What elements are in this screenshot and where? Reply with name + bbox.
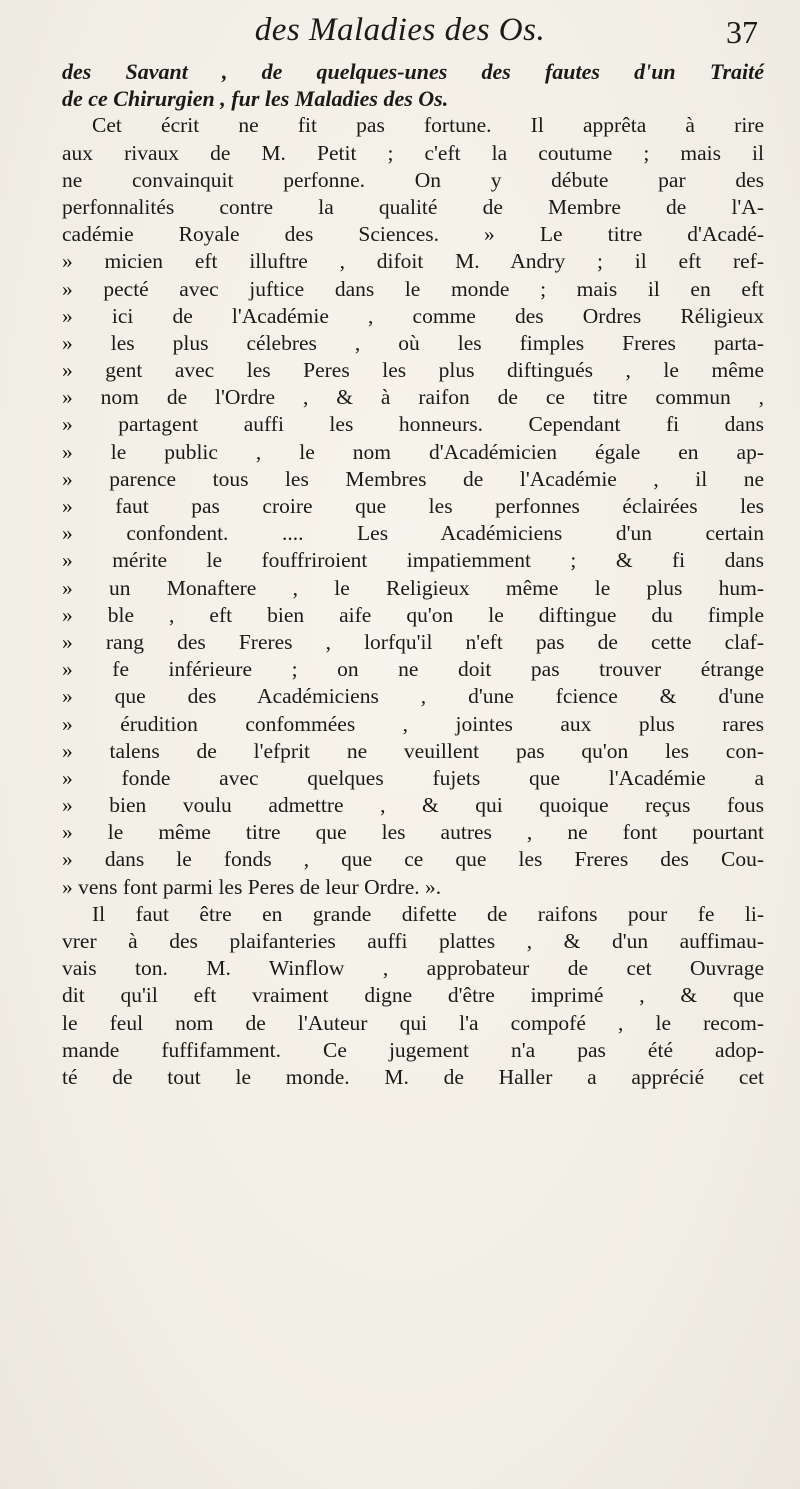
page-number: 37 (726, 14, 758, 50)
text-line: le feul nom de l'Auteur qui l'a compofé , le recom- (62, 1010, 764, 1035)
text-line: » nom de l'Ordre , & à raifon de ce titre commun , (62, 385, 764, 410)
text-line: » faut pas croire que les perfonnes éclairées les (62, 494, 764, 518)
text-line: » pecté avec juftice dans le monde ; mais il en eft (62, 276, 764, 301)
text-line: cadémie Royale des Sciences. » Le titre d'Acadé- (62, 222, 764, 247)
text-line: » fonde avec quelques fujets que l'Académie a (62, 765, 764, 790)
text-line: » parence tous les Membres de l'Académie , il ne (62, 466, 764, 491)
text-line: » le public , le nom d'Académicien égale en ap- (62, 439, 764, 464)
text-line: de ce Chirurgien , fur les Maladies des Os. (62, 86, 449, 112)
text-line: » ici de l'Académie , comme des Ordres Réligieux (62, 303, 764, 328)
text-line: dit qu'il eft vraiment digne d'être imprimé , & que (62, 983, 764, 1008)
text-line: Cet écrit ne fit pas fortune. Il apprêta à rire (92, 113, 764, 138)
text-line: » bien voulu admettre , & qui quoique reçus fous (62, 793, 764, 818)
text-line: » que des Académiciens , d'une fcience & d'une (62, 684, 764, 709)
page-header (0, 6, 800, 54)
text-line: » le même titre que les autres , ne font pourtant (62, 820, 764, 845)
text-line: des Savant , de quelques-unes des fautes d'un Traité (62, 59, 764, 84)
text-line: perfonnalités contre la qualité de Membre de l'A- (62, 194, 764, 219)
text-line: » micien eft illuftre , difoit M. Andry ; il eft ref- (62, 249, 764, 274)
text-line: » partagent auffi les honneurs. Cependant fi dans (62, 412, 764, 437)
text-line: Il faut être en grande difette de raifons pour fe li- (92, 901, 764, 926)
text-line: té de tout le monde. M. de Haller a apprécié cet (62, 1064, 764, 1089)
text-line: » talens de l'efprit ne veuillent pas qu'on les con- (62, 738, 764, 763)
text-line: vais ton. M. Winflow , approbateur de cet Ouvrage (62, 956, 764, 981)
text-line: » dans le fonds , que ce que les Freres des Cou- (62, 847, 764, 872)
text-line: mande fuffifamment. Ce jugement n'a pas été adop- (62, 1037, 764, 1062)
text-line: » confondent. .... Les Académiciens d'un certain (62, 521, 764, 546)
text-line: » fe inférieure ; on ne doit pas trouver étrange (62, 657, 764, 682)
text-line: » les plus célebres , où les fimples Freres parta- (62, 330, 764, 355)
text-line: » érudition confommées , jointes aux plus rares (62, 711, 764, 736)
text-line: » gent avec les Peres les plus diftingués , le même (62, 358, 764, 383)
text-line: ne convainquit perfonne. On y débute par des (62, 167, 764, 192)
text-line: aux rivaux de M. Petit ; c'eft la coutume ; mais il (62, 140, 764, 165)
text-line: » ble , eft bien aife qu'on le diftingue du fimple (62, 602, 764, 627)
text-line: » rang des Freres , lorfqu'il n'eft pas de cette claf- (62, 629, 764, 654)
text-line: » vens font parmi les Peres de leur Ordre. ». (62, 874, 442, 899)
body-text (62, 58, 764, 1091)
text-line: » un Monaftere , le Religieux même le plus hum- (62, 575, 764, 600)
text-line: » mérite le fouffriroient impatiemment ; & fi dans (62, 548, 764, 573)
text-line: vrer à des plaifanteries auffi plattes , & d'un auffimau- (62, 929, 764, 953)
running-title: des Maladies des Os. (254, 12, 546, 48)
